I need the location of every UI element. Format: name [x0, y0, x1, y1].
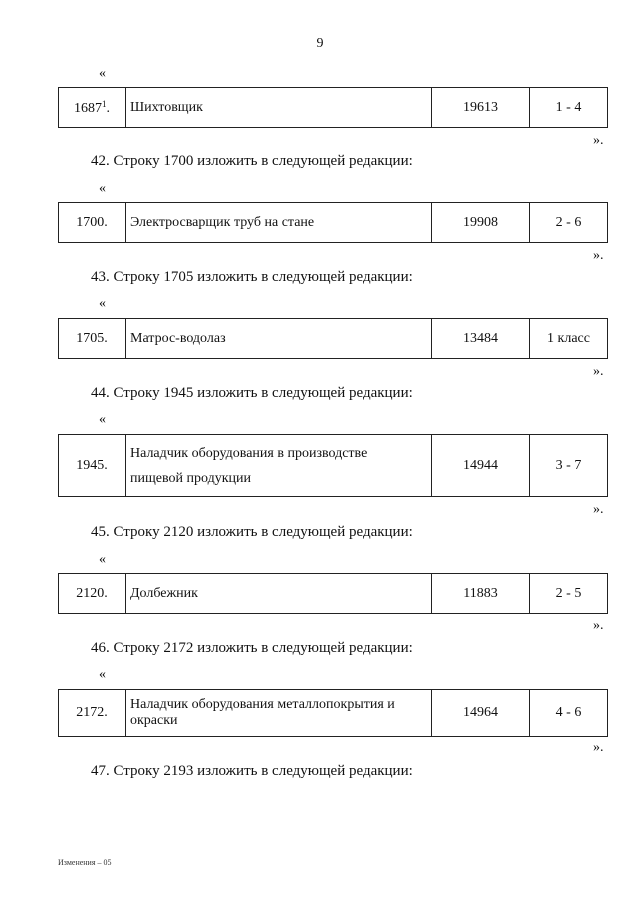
instruction-42: 42. Строку 1700 изложить в следующей редакции:	[91, 153, 413, 169]
profession-name-line: пищевой продукции	[130, 470, 251, 486]
quote-close: ».	[593, 248, 604, 263]
grade-range: 1 класс	[530, 319, 608, 359]
profession-name-line: окраски	[130, 713, 178, 728]
quote-close: ».	[593, 502, 604, 517]
profession-name: Электросварщик труб на стане	[126, 203, 432, 243]
instruction-43: 43. Строку 1705 изложить в следующей редакции:	[91, 269, 413, 285]
instruction-46: 46. Строку 2172 изложить в следующей редакции:	[91, 640, 413, 656]
okpdtr-code: 13484	[432, 319, 530, 359]
grade-range: 2 - 6	[530, 203, 608, 243]
okpdtr-code: 19908	[432, 203, 530, 243]
quote-close: ».	[593, 618, 604, 633]
instruction-45: 45. Строку 2120 изложить в следующей редакции:	[91, 524, 413, 540]
row-code: 1945.	[59, 435, 126, 497]
instruction-44: 44. Строку 1945 изложить в следующей редакции:	[91, 385, 413, 401]
quote-close: ».	[593, 740, 604, 755]
grade-range: 2 - 5	[530, 574, 608, 614]
profession-name	[126, 690, 432, 737]
row-code: 1705.	[59, 319, 126, 359]
profession-name: Шихтовщик	[126, 88, 432, 128]
grade-range: 1 - 4	[530, 88, 608, 128]
amendment-row-2120	[58, 573, 608, 614]
okpdtr-code: 14944	[432, 435, 530, 497]
quote-open: «	[99, 667, 106, 682]
page-number: 9	[316, 36, 324, 51]
profession-name	[126, 435, 432, 497]
profession-name: Долбежник	[126, 574, 432, 614]
okpdtr-code: 19613	[432, 88, 530, 128]
amendment-row-1945	[58, 434, 608, 497]
okpdtr-code: 11883	[432, 574, 530, 614]
quote-close: ».	[593, 133, 604, 148]
row-code: 2120.	[59, 574, 126, 614]
amendment-row-1687	[58, 87, 608, 128]
quote-open: «	[99, 412, 106, 427]
page-footer: Изменения – 05	[58, 858, 112, 867]
grade-range: 3 - 7	[530, 435, 608, 497]
quote-open: «	[99, 296, 106, 311]
okpdtr-code: 14964	[432, 690, 530, 737]
row-code: 2172.	[59, 690, 126, 737]
row-code: 1687$^1$.	[59, 88, 126, 128]
profession-name-line: Наладчик оборудования металлопокрытия и	[130, 697, 395, 712]
quote-open: «	[99, 66, 106, 81]
profession-name: Матрос-водолаз	[126, 319, 432, 359]
quote-open: «	[99, 181, 106, 196]
row-code: 1700.	[59, 203, 126, 243]
grade-range: 4 - 6	[530, 690, 608, 737]
quote-open: «	[99, 552, 106, 567]
profession-name-line: Наладчик оборудования в производстве	[130, 445, 368, 461]
amendment-row-1705	[58, 318, 608, 359]
instruction-47: 47. Строку 2193 изложить в следующей редакции:	[91, 763, 413, 779]
amendment-row-1700	[58, 202, 608, 243]
amendment-row-2172	[58, 689, 608, 737]
quote-close: ».	[593, 364, 604, 379]
